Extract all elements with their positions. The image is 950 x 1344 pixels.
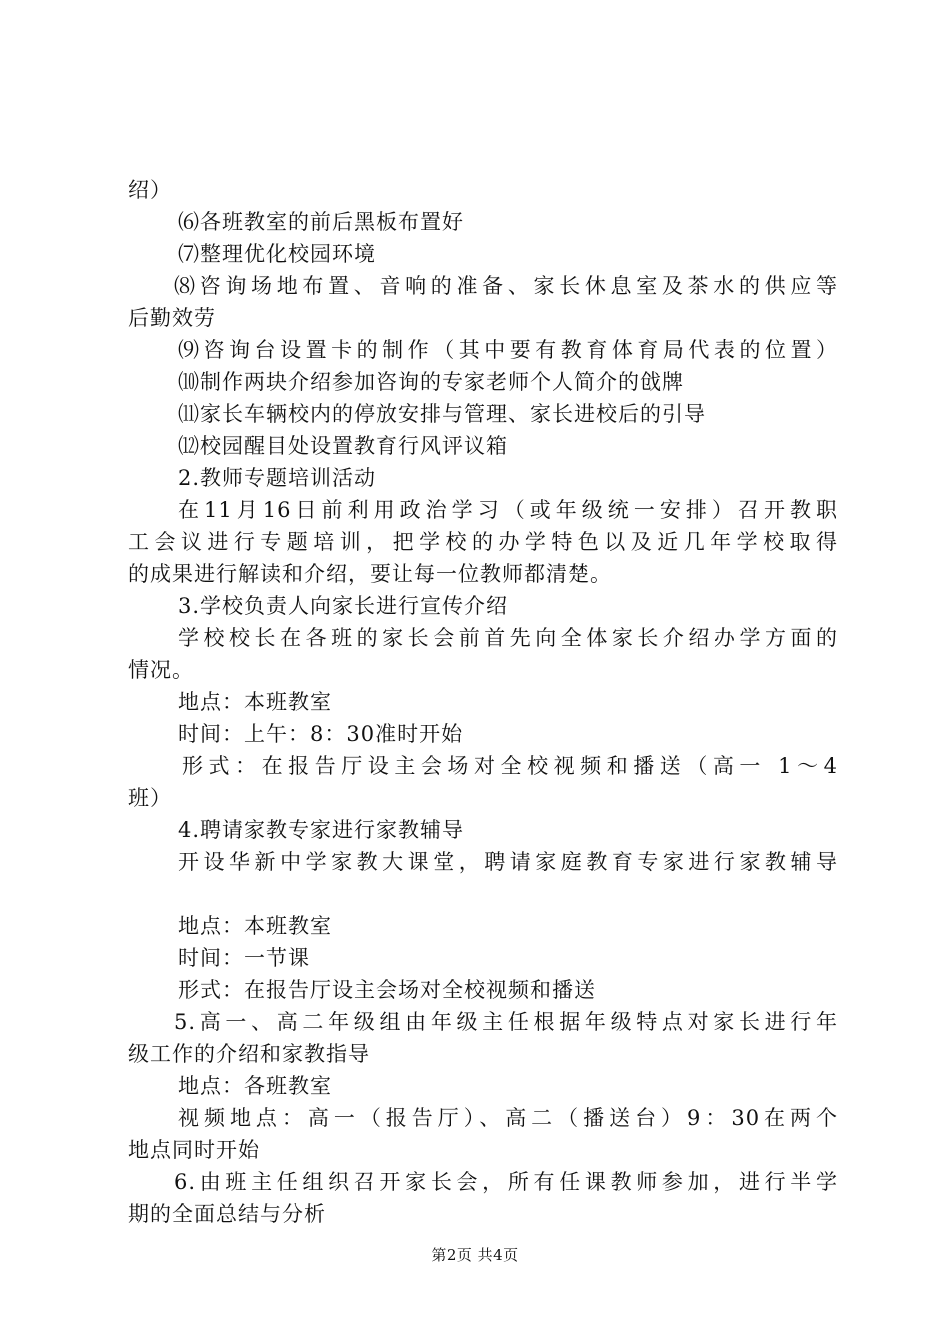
text-line: 形式：在报告厅设主会场对全校视频和播送 xyxy=(178,978,596,1002)
text-line: 地点同时开始 xyxy=(128,1138,260,1162)
text-line: ⑹各班教室的前后黑板布置好 xyxy=(178,210,464,234)
text-line: 期的全面总结与分析 xyxy=(128,1202,326,1226)
text-line: 地点：各班教室 xyxy=(178,1074,332,1098)
text-line: 学校校长在各班的家长会前首先向全体家长介绍办学方面的 xyxy=(178,626,838,650)
text-line: 绍） xyxy=(128,178,172,202)
blank-line xyxy=(128,878,838,910)
text-line: 后勤效劳 xyxy=(128,306,216,330)
section-heading: 2.教师专题培训活动 xyxy=(178,466,377,490)
section-heading: 6.由班主任组织召开家长会，所有任课教师参加，进行半学 xyxy=(174,1170,838,1194)
text-line: ⑺整理优化校园环境 xyxy=(178,242,376,266)
text-line: 形式：在报告厅设主会场对全校视频和播送（高一 1～4 xyxy=(182,754,838,778)
section-heading: 4.聘请家教专家进行家教辅导 xyxy=(178,818,465,842)
document-body xyxy=(128,174,838,1230)
text-line: 在11月16日前利用政治学习（或年级统一安排）召开教职 xyxy=(178,498,838,522)
text-line: ⑻咨询场地布置、音响的准备、家长休息室及茶水的供应等 xyxy=(174,274,838,298)
text-line: 班） xyxy=(128,786,172,810)
text-line: 级工作的介绍和家教指导 xyxy=(128,1042,370,1066)
text-line: ⑿校园醒目处设置教育行风评议箱 xyxy=(178,434,508,458)
text-line: 地点：本班教室 xyxy=(178,690,332,714)
text-line: 的成果进行解读和介绍，要让每一位教师都清楚。 xyxy=(128,562,612,586)
text-line: 视频地点：高一（报告厅）、高二（播送台）9：30在两个 xyxy=(178,1106,838,1130)
text-line: ⑾家长车辆校内的停放安排与管理、家长进校后的引导 xyxy=(178,402,706,426)
text-line: 时间：一节课 xyxy=(178,946,310,970)
text-line: 时间：上午：8：30准时开始 xyxy=(178,722,464,746)
section-heading: 5.高一、高二年级组由年级主任根据年级特点对家长进行年 xyxy=(174,1010,838,1034)
page-footer: 第2页 共4页 xyxy=(431,1246,519,1264)
text-line: ⑽制作两块介绍参加咨询的专家老师个人简介的戗牌 xyxy=(178,370,684,394)
text-line: 地点：本班教室 xyxy=(178,914,332,938)
text-line: 工会议进行专题培训，把学校的办学特色以及近几年学校取得 xyxy=(128,530,838,554)
text-line: 开设华新中学家教大课堂，聘请家庭教育专家进行家教辅导 xyxy=(178,850,838,874)
text-line: 情况。 xyxy=(128,658,194,682)
section-heading: 3.学校负责人向家长进行宣传介绍 xyxy=(178,594,509,618)
text-line: ⑼咨询台设置卡的制作（其中要有教育体育局代表的位置） xyxy=(178,338,838,362)
